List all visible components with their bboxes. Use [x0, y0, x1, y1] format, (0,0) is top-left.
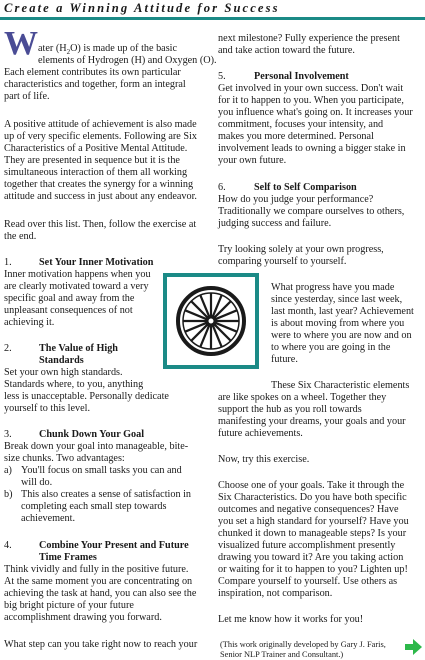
item-heading: Personal Involvement [254, 71, 349, 82]
page-title: Create a Winning Attitude for Success [4, 1, 280, 15]
item-heading: The Value of High [39, 343, 118, 354]
item-body-line: How do you judge your performance? [218, 194, 374, 205]
paragraph-line: Try looking solely at your own progress, [218, 244, 384, 255]
item-heading: Combine Your Present and Future [39, 540, 189, 551]
item-body-line: will do. [21, 477, 53, 488]
item-number: 2. [4, 343, 12, 354]
wheel-figure-frame [163, 273, 259, 369]
item-body-line: judging success and failure. [218, 218, 332, 229]
item-number: 3. [4, 429, 12, 440]
item-heading: Standards [39, 355, 84, 366]
intro-line: attitude and success in just about any endeavor. [4, 191, 197, 202]
item-heading: Set Your Inner Motivation [39, 257, 154, 268]
item-body-line: achievement. [21, 513, 76, 524]
intro-line: They are presented in sequence but it is the [4, 155, 180, 166]
paragraph-line: chunked it down to manageable steps? Is your [218, 528, 407, 539]
intro-line: Characteristics of a Positive Mental Attitude. [4, 143, 188, 154]
item-body-line: involvement leads to owning a bigger stake in [218, 143, 406, 154]
item-body-line: and take action toward the future. [218, 45, 355, 56]
item-body-line: This also creates a sense of satisfaction in [21, 489, 192, 500]
intro-line: the end. [4, 231, 37, 242]
paragraph-line: future. [271, 354, 298, 365]
paragraph-line: is about moving from where you [271, 318, 405, 329]
item-body-line: Break down your goal into manageable, bite- [4, 441, 189, 452]
item-body-line: next milestone? Fully experience the present [218, 33, 400, 44]
next-page-arrow-icon[interactable] [403, 637, 423, 657]
paragraph-line: Now, try this exercise. [218, 454, 310, 465]
paragraph-line: since yesterday, since last week, [271, 294, 403, 305]
paragraph-line: to where you are going in the [271, 342, 391, 353]
paragraph-line: you set a high standard for yourself? Have you [218, 516, 409, 527]
item-body-line: big bright picture of your future [4, 600, 134, 611]
item-body-line: makes you more determined. Personal [218, 131, 374, 142]
item-body-line: achieving it. [4, 317, 55, 328]
paragraph-line: support the hub as you roll towards [218, 404, 362, 415]
item-heading: Time Frames [39, 552, 97, 563]
item-body-line: accomplishment drawing you forward. [4, 612, 162, 623]
paragraph-line: future achievements. [218, 428, 303, 439]
item-body-line: Traditionally we compare ourselves to others, [218, 206, 405, 217]
intro-line: Read over this list. Then, follow the exercise at [4, 219, 197, 230]
paragraph-line: or waiting for it to happen to you? Lighten up! [218, 564, 408, 575]
header-rule [0, 17, 425, 20]
item-body-line: Get involved in your own success. Don't wait [218, 83, 404, 94]
item-body-line: unpleasant consequences of not [4, 305, 133, 316]
item-number: 6. [218, 182, 226, 193]
paragraph-line: comparing yourself to yourself. [218, 256, 347, 267]
item-body-line: You'll focus on small tasks you can and [21, 465, 182, 476]
intro-line: simultaneous interaction of them all working [4, 167, 188, 178]
paragraph-line: Let me know how it works for you! [218, 614, 364, 625]
item-number: 5. [218, 71, 226, 82]
item-heading: Self to Self Comparison [254, 182, 357, 193]
paragraph-line: Choose one of your goals. Take it through the [218, 480, 405, 491]
paragraph-line: were to where you are now and on [271, 330, 412, 341]
item-heading: Chunk Down Your Goal [39, 429, 145, 440]
intro-line: part of life. [4, 91, 50, 102]
item-body-line: completing each small step towards [21, 501, 167, 512]
paragraph-line: inspiration, not comparison. [218, 588, 333, 599]
list-marker: b) [4, 489, 13, 500]
item-body-line: commitment, focuses your intensity, and [218, 119, 384, 130]
paragraph-line: What progress have you made [271, 282, 395, 293]
item-body-line: Set your own high standards. [4, 367, 123, 378]
item-body-line: you influence what's going on. It increases your [218, 107, 413, 118]
intro-line: together that creates the synergy for a winning [4, 179, 194, 190]
item-body-line: yourself to this level. [4, 403, 91, 414]
paragraph-line: These Six Characteristic elements [271, 380, 410, 391]
paragraph-line: outcomes and negative consequences? Have [218, 504, 399, 515]
intro-line: ater $(H_2O)$ is made up of the basic [38, 43, 178, 57]
credit-line: (This work originally developed by Gary J. Faris, [220, 640, 386, 649]
paragraph-line: Compare yourself to yourself. Use others as [218, 576, 398, 587]
item-body-line: for it to happen to you. When you participate, [218, 95, 404, 106]
item-body-line: specific goal and away from the [4, 293, 135, 304]
item-body-line: What step can you take right now to reach your [4, 639, 198, 650]
item-body-line: less is unacceptable. Personally dedicate [4, 391, 169, 402]
credit-line: Senior NLP Trainer and Consultant.) [220, 650, 344, 659]
item-body-line: achieving the task at hand, you can also see the [4, 588, 197, 599]
paragraph-line: drawing you toward it? Are you taking action [218, 552, 404, 563]
item-number: 1. [4, 257, 12, 268]
intro-line: up of very specific elements. Following are Six [4, 131, 197, 142]
item-body-line: Standards where, to you, anything [4, 379, 144, 390]
item-body-line: Inner motivation happens when you [4, 269, 151, 280]
paragraph-line: Six Characteristics. Do you have both specific [218, 492, 407, 503]
intro-line: elements of Hydrogen (H) and Oxygen (O). [38, 55, 217, 66]
item-body-line: size chunks. Two advantages: [4, 453, 125, 464]
item-body-line: are clearly motivated toward a very [4, 281, 149, 292]
drop-cap: W [4, 25, 38, 62]
paragraph-line: visualized future accomplishment presently [218, 540, 396, 551]
item-number: 4. [4, 540, 12, 551]
item-body-line: your own future. [218, 155, 287, 166]
intro-line: A positive attitude of achievement is also made [4, 119, 197, 130]
list-marker: a) [4, 465, 12, 476]
item-body-line: At the same moment you are concentrating on [4, 576, 193, 587]
paragraph-line: manifesting your dreams, your goals and your [218, 416, 406, 427]
paragraph-line: last month, last year? Achievement [271, 306, 414, 317]
intro-line: Each element contributes its own particular [4, 67, 181, 78]
paragraph-line: are like spokes on a wheel. Together they [218, 392, 387, 403]
intro-line: characteristics and together, form an integral [4, 79, 186, 90]
item-body-line: Think vividly and fully in the positive future. [4, 564, 189, 575]
